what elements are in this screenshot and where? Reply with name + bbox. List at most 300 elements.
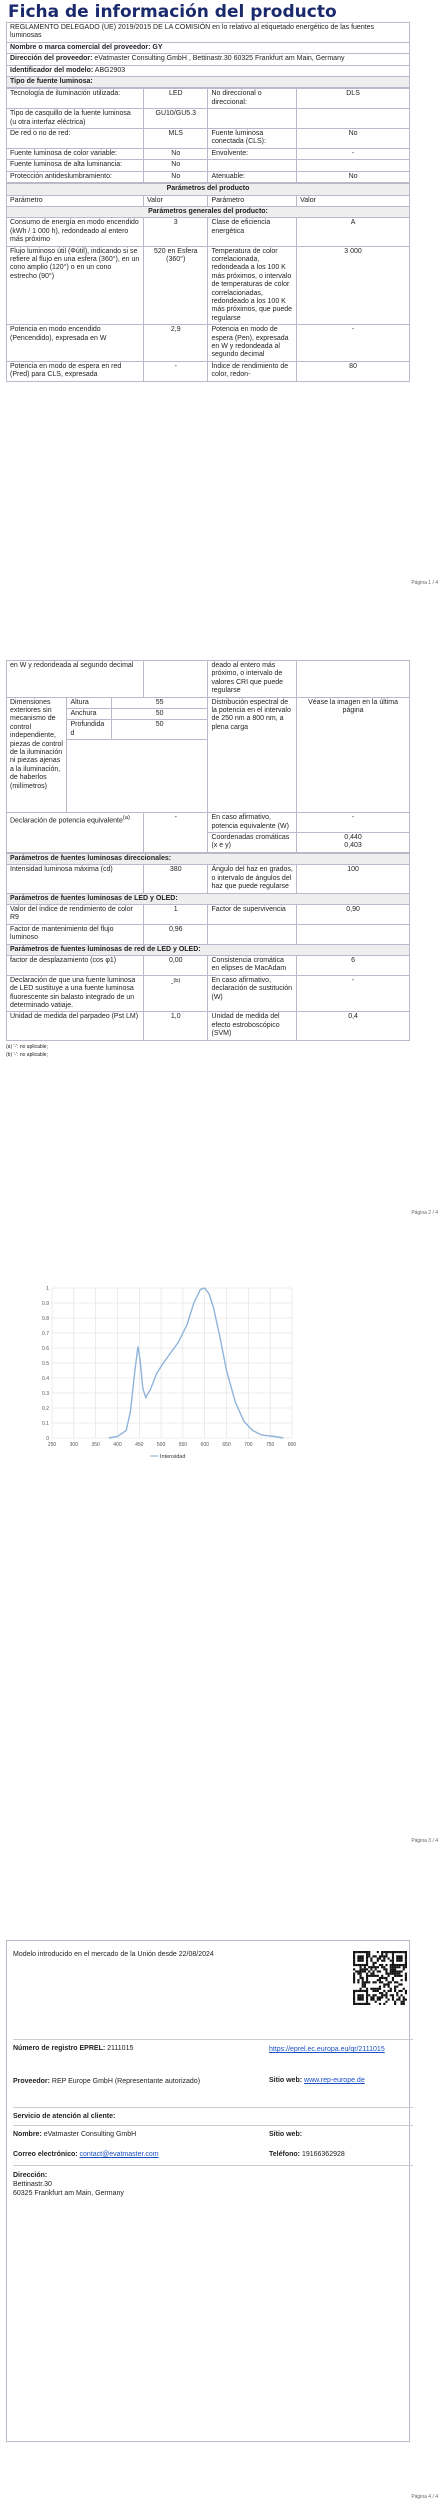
y-tick-label: 0: [46, 1436, 49, 1442]
legend-label: Intensidad: [160, 1454, 186, 1460]
qr-module: [401, 1979, 403, 1981]
chroma-label: Coordenadas cromáticas (x e y): [208, 833, 297, 853]
web-row: Sitio web: www.rep-europe.de: [269, 2077, 365, 2084]
spectral-chart-svg: [30, 1280, 300, 1470]
qr-module: [353, 1957, 355, 1959]
qr-module: [366, 1999, 368, 2001]
qr-module: [353, 1962, 355, 1964]
qr-module: [403, 1964, 405, 1966]
qr-module: [368, 1981, 370, 1983]
qr-module: [398, 1983, 400, 1985]
qr-module: [357, 1979, 359, 1981]
qr-module: [388, 1981, 390, 1983]
source-type-cell: Atenuable:: [208, 171, 297, 182]
qr-module: [372, 1975, 374, 1977]
qr-module: [398, 1964, 400, 1966]
led-mains-header: Parámetros de fuentes luminosas de red de LED y OLED:: [7, 944, 410, 955]
qr-module: [364, 1983, 366, 1985]
qr-module: [362, 1983, 364, 1985]
footnote-a: (a) '-': no aplicable;: [6, 1043, 48, 1050]
qr-module: [366, 1975, 368, 1977]
eprel-card: [6, 1940, 410, 2442]
general-param-cell: Potencia en modo de espera (Pen), expresada en W y redondeada al segundo decimal: [208, 325, 297, 362]
power-equiv-value: -: [297, 813, 410, 833]
qr-module: [398, 1960, 400, 1962]
y-tick-label: 0.7: [42, 1331, 49, 1337]
qr-module: [377, 1960, 379, 1962]
qr-module: [381, 1994, 383, 1996]
qr-module: [366, 1960, 368, 1962]
qr-module: [353, 1975, 355, 1977]
qr-module: [362, 1981, 364, 1983]
qr-module: [392, 1999, 394, 2001]
x-tick-label: 550: [178, 1442, 188, 1448]
market-date: Modelo introducido en el mercado de la Unión desde 22/08/2024: [13, 1951, 214, 1958]
qr-module: [392, 1977, 394, 1979]
qr-module: [390, 1988, 392, 1990]
y-tick-label: 0.6: [42, 1346, 49, 1352]
qr-module: [375, 1955, 377, 1957]
qr-module: [357, 1981, 359, 1983]
qr-module: [366, 1955, 368, 1957]
displacement-label: factor de desplazamiento (cos φ1): [7, 955, 144, 975]
source-type-cell: MLS: [144, 129, 208, 149]
qr-module: [385, 1994, 387, 1996]
qr-module: [377, 1990, 379, 1992]
email-link[interactable]: contact@evatmaster.com: [79, 2151, 159, 2158]
qr-module: [388, 1975, 390, 1977]
qr-module: [377, 1996, 379, 1998]
qr-module: [359, 1973, 361, 1975]
led-param-cell: Factor de mantenimiento del flujo luminoso: [7, 924, 144, 944]
general-param-cell: 520 en Esfera (360°): [144, 246, 208, 325]
page-number-2: Página 2 / 4: [411, 1210, 438, 1216]
contact-web-row: Sitio web:: [269, 2131, 303, 2138]
qr-module: [362, 1955, 364, 1957]
qr-module: [372, 1988, 374, 1990]
power-equiv-label: En caso afirmativo, potencia equivalente (W): [208, 813, 297, 833]
y-tick-label: 0.1: [42, 1421, 49, 1427]
qr-module: [396, 1994, 398, 1996]
qr-module: [364, 1968, 366, 1970]
page-1: [6, 0, 410, 382]
qr-module: [385, 1955, 387, 1957]
qr-module: [364, 1986, 366, 1988]
qr-module: [405, 1966, 407, 1968]
supplier-name: Nombre o marca comercial del proveedor: GY: [7, 42, 410, 53]
qr-module: [405, 1999, 407, 2001]
general-param-cell: A: [297, 218, 410, 246]
col-param-2: Parámetro: [208, 195, 297, 206]
footnotes: [6, 1043, 410, 1059]
replacement-label: Declaración de que una fuente luminosa de LED sustituye a una fuente luminosa fluorescente sin balasto integrado de un determinado vatiaje.: [7, 975, 144, 1012]
qr-module: [385, 1951, 387, 1953]
source-type-cell: [297, 109, 410, 129]
qr-module: [379, 1970, 381, 1972]
qr-module: [383, 1977, 385, 1979]
qr-module: [370, 1966, 372, 1968]
qr-module: [385, 1977, 387, 1979]
qr-module: [377, 1979, 379, 1981]
source-type-cell: [297, 160, 410, 171]
qr-module: [379, 1981, 381, 1983]
chroma-value: 0,440 0,403: [297, 833, 410, 853]
x-tick-label: 400: [113, 1442, 122, 1448]
qr-module: [359, 1977, 361, 1979]
qr-module: [392, 1996, 394, 1998]
general-param-cell: Clase de eficiencia energética: [208, 218, 297, 246]
qr-module: [398, 1973, 400, 1975]
qr-module: [401, 1970, 403, 1972]
qr-module: [375, 1962, 377, 1964]
page-number-4: Página 4 / 4: [411, 2494, 438, 2500]
qr-module: [398, 1975, 400, 1977]
general-param-row: [7, 361, 410, 381]
qr-module: [396, 1999, 398, 2001]
qr-module: [383, 1966, 385, 1968]
qr-module: [381, 1977, 383, 1979]
qr-module: [394, 1964, 396, 1966]
qr-module: [401, 1951, 403, 1953]
qr-module: [366, 1957, 368, 1959]
power-decl-label: Declaración de potencia equivalente$^{(a)}$: [7, 813, 144, 853]
qr-module: [357, 1996, 359, 1998]
qr-module: [379, 1957, 381, 1959]
qr-module: [396, 1951, 398, 1953]
displacement-value: 0,00: [144, 955, 208, 975]
qr-module: [353, 1951, 355, 1953]
qr-module: [353, 1964, 355, 1966]
qr-module: [362, 1986, 364, 1988]
col-value-2: Valor: [297, 195, 410, 206]
qr-module: [388, 1990, 390, 1992]
led-param-cell: Factor de supervivencia: [208, 904, 297, 924]
x-tick-label: 800: [287, 1442, 297, 1448]
source-type-cell: No: [297, 129, 410, 149]
directional-header: Parámetros de fuentes luminosas direccionales:: [7, 853, 410, 864]
qr-module: [362, 1960, 364, 1962]
qr-module: [385, 1983, 387, 1985]
source-type-cell: Fuente luminosa de color variable:: [7, 148, 144, 159]
address-block: Dirección: Bettinastr.30 60325 Frankfurt am Main, Germany: [13, 2172, 124, 2197]
qr-module: [405, 1955, 407, 1957]
spd-label: Distribución espectral de la potencia en el intervalo de 250 nm a 800 nm, a plena carga: [208, 697, 297, 813]
eprel-row: Número de registro EPREL: 2111015: [13, 2045, 134, 2052]
supplier-address-row: Dirección del proveedor: eVatmaster Consulting GmbH , Bettinastr.30 60325 Frankfurt am Main, Germany: [7, 54, 410, 65]
qr-module: [366, 1968, 368, 1970]
qr-module: [403, 2003, 405, 2005]
qr-module: [370, 1968, 372, 1970]
qr-module: [379, 1988, 381, 1990]
qr-module: [394, 1975, 396, 1977]
qr-module: [377, 1970, 379, 1972]
page-number-1: Página 1 / 4: [411, 580, 438, 586]
qr-module: [398, 1955, 400, 1957]
qr-module: [379, 1999, 381, 2001]
qr-module: [388, 1951, 390, 1953]
qr-module: [366, 1962, 368, 1964]
qr-module: [405, 1953, 407, 1955]
source-type-cell: Envolvente:: [208, 148, 297, 159]
qr-module: [372, 1994, 374, 1996]
qr-module: [379, 1986, 381, 1988]
qr-module: [396, 1975, 398, 1977]
max-intensity-value: 380: [144, 865, 208, 893]
qr-module: [388, 1999, 390, 2001]
qr-module: [359, 1994, 361, 1996]
source-type-table: [6, 88, 410, 183]
qr-module: [401, 1957, 403, 1959]
qr-module: [403, 1988, 405, 1990]
qr-module: [370, 1973, 372, 1975]
spd-value: Véase la imagen en la última página: [297, 697, 410, 813]
regulation-text: REGLAMENTO DELEGADO (UE) 2019/2015 DE LA COMISIÓN en lo relativo al etiquetado energético de las fuentes luminosas: [7, 23, 410, 43]
document-title: Ficha de información del producto: [8, 2, 337, 22]
qr-module: [370, 1988, 372, 1990]
qr-module: [375, 1968, 377, 1970]
eprel-link[interactable]: https://eprel.ec.europa.eu/qr/2111015: [269, 2046, 385, 2053]
max-intensity-label: Intensidad luminosa máxima (cd): [7, 865, 144, 893]
model-row: Identificador del modelo: ABG2903: [7, 65, 410, 76]
page-number-3: Página 3 / 4: [411, 1838, 438, 1844]
qr-module: [385, 1992, 387, 1994]
qr-module: [392, 1979, 394, 1981]
qr-module: [357, 1964, 359, 1966]
qr-module: [357, 1994, 359, 1996]
qr-module: [372, 1999, 374, 2001]
qr-module: [359, 1968, 361, 1970]
qr-module: [353, 1955, 355, 1957]
qr-module: [383, 1955, 385, 1957]
params-table-continued: [6, 660, 410, 853]
qr-module: [394, 1968, 396, 1970]
qr-module: [362, 1996, 364, 1998]
power-decl-value: -: [144, 813, 208, 853]
qr-module: [392, 1994, 394, 1996]
qr-module: [379, 1955, 381, 1957]
general-param-row: [7, 218, 410, 246]
source-type-cell: No: [144, 148, 208, 159]
qr-module: [392, 1951, 394, 1953]
footnote-b: (b) '-': no aplicable;: [6, 1051, 48, 1058]
qr-module: [396, 1960, 398, 1962]
qr-module: [392, 1955, 394, 1957]
qr-module: [405, 1977, 407, 1979]
qr-module: [396, 1986, 398, 1988]
dim-width-value: 50: [111, 709, 208, 720]
dims-label: Dimensiones exteriores sin mecanismo de control independiente, piezas de control de la iluminación ni piezas ajenas a la iluminación, de haberlos (milímetros): [7, 697, 67, 813]
qr-module: [392, 1970, 394, 1972]
phone-row: Teléfono: 19166362928: [269, 2151, 345, 2158]
qr-module: [390, 1970, 392, 1972]
standby-cont-left: en W y redondeada al segundo decimal: [7, 661, 144, 698]
qr-module: [370, 1975, 372, 1977]
qr-module: [357, 1999, 359, 2001]
qr-module: [355, 1964, 357, 1966]
qr-module: [362, 1977, 364, 1979]
qr-module: [390, 1981, 392, 1983]
qr-module: [394, 1988, 396, 1990]
qr-module: [355, 1970, 357, 1972]
qr-module: [377, 1966, 379, 1968]
qr-module: [366, 1964, 368, 1966]
qr-module: [362, 1970, 364, 1972]
qr-module: [357, 1973, 359, 1975]
general-param-cell: Consumo de energía en modo encendido (kWh / 1 000 h), redondeado al entero más próximo: [7, 218, 144, 246]
qr-module: [377, 1988, 379, 1990]
qr-module: [394, 2001, 396, 2003]
y-tick-label: 0.2: [42, 1406, 49, 1412]
qr-module: [379, 1979, 381, 1981]
qr-module: [362, 1979, 364, 1981]
qr-module: [403, 1999, 405, 2001]
qr-module: [403, 1951, 405, 1953]
y-tick-label: 1: [46, 1286, 49, 1292]
source-type-cell: -: [297, 148, 410, 159]
source-type-cell: No: [144, 171, 208, 182]
x-tick-label: 300: [69, 1442, 78, 1448]
page-4: [6, 1940, 410, 2440]
qr-module: [366, 1996, 368, 1998]
qr-module: [353, 1990, 355, 1992]
source-type-cell: Tipo de casquillo de la fuente luminosa (u otra interfaz eléctrica): [7, 109, 144, 129]
source-type-cell: DLS: [297, 89, 410, 109]
qr-module: [401, 1983, 403, 1985]
qr-module: [405, 1992, 407, 1994]
qr-module: [366, 1992, 368, 1994]
source-type-row: [7, 148, 410, 159]
qr-module: [359, 1966, 361, 1968]
qr-module: [392, 1968, 394, 1970]
params-table: [6, 183, 410, 382]
y-tick-label: 0.9: [42, 1301, 49, 1307]
qr-module: [396, 1970, 398, 1972]
web-link[interactable]: www.rep-europe.de: [304, 2077, 365, 2084]
general-param-cell: Potencia en modo de espera en red (Pred) para CLS, expresada: [7, 361, 144, 381]
general-param-cell: Temperatura de color correlacionada, redondeada a los 100 K más próximos, o intervalo de temperaturas de color correlacionadas, redondeado a los 100 K más próximos, que puede regularse: [208, 246, 297, 325]
qr-module: [375, 1975, 377, 1977]
qr-module: [405, 1962, 407, 1964]
qr-module: [392, 1960, 394, 1962]
header-table: [6, 22, 410, 88]
qr-module: [398, 1990, 400, 1992]
qr-module: [390, 1966, 392, 1968]
qr-module: [396, 1981, 398, 1983]
source-type-cell: Tecnología de iluminación utilizada:: [7, 89, 144, 109]
qr-module: [353, 1999, 355, 2001]
qr-module: [388, 1983, 390, 1985]
general-param-row: [7, 325, 410, 362]
qr-module: [353, 1981, 355, 1983]
qr-module: [383, 2003, 385, 2005]
page-2: [6, 660, 410, 1059]
qr-module: [357, 1990, 359, 1992]
qr-module: [401, 1964, 403, 1966]
general-param-cell: Índice de rendimiento de color, redon-: [208, 361, 297, 381]
y-tick-label: 0.8: [42, 1316, 49, 1322]
qr-module: [392, 1953, 394, 1955]
qr-module: [405, 1960, 407, 1962]
beam-angle-label: Ángulo del haz en grados, o intervalo de ángulos del haz que puede regularse: [208, 865, 297, 893]
qr-module: [390, 1951, 392, 1953]
qr-module: [362, 1999, 364, 2001]
qr-module: [388, 1957, 390, 1959]
led-param-cell: 1: [144, 904, 208, 924]
source-type-cell: Protección antideslumbramiento:: [7, 171, 144, 182]
source-type-row: [7, 171, 410, 182]
qr-module: [405, 1957, 407, 1959]
qr-module: [390, 1968, 392, 1970]
qr-module: [405, 1979, 407, 1981]
params-header: Parámetros del producto: [7, 184, 410, 195]
qr-module: [357, 1960, 359, 1962]
qr-module: [381, 1992, 383, 1994]
qr-module: [385, 1996, 387, 1998]
y-tick-label: 0.5: [42, 1361, 49, 1367]
dim-width-label: Anchura: [67, 709, 111, 720]
qr-module: [353, 1968, 355, 1970]
cri-cont-right: deado al entero más próximo, o intervalo de valores CRI que puede regularse: [208, 661, 297, 698]
source-type-cell: [208, 109, 297, 129]
qr-module: [372, 1955, 374, 1957]
qr-module: [355, 1951, 357, 1953]
qr-module: [392, 1964, 394, 1966]
qr-module: [372, 1990, 374, 1992]
qr-module: [375, 1990, 377, 1992]
qr-module: [377, 1999, 379, 2001]
qr-module: [396, 1992, 398, 1994]
qr-module: [366, 1951, 368, 1953]
qr-module: [366, 1977, 368, 1979]
qr-module: [364, 1970, 366, 1972]
qr-module: [362, 1994, 364, 1996]
qr-module: [398, 1951, 400, 1953]
qr-module: [396, 1957, 398, 1959]
qr-module: [392, 1962, 394, 1964]
qr-module: [390, 1994, 392, 1996]
qr-module: [362, 1951, 364, 1953]
qr-module: [359, 1990, 361, 1992]
led-param-row: [7, 904, 410, 924]
led-header: Parámetros de fuentes luminosas de LED y OLED:: [7, 893, 410, 904]
qr-module: [375, 2001, 377, 2003]
qr-module: [405, 1951, 407, 1953]
qr-module: [401, 2001, 403, 2003]
led-param-cell: Valor del índice de rendimiento de color R9: [7, 904, 144, 924]
x-tick-label: 350: [91, 1442, 100, 1448]
led-param-row: [7, 924, 410, 944]
qr-module: [357, 1957, 359, 1959]
qr-module: [366, 2003, 368, 2005]
stroboscopic-value: 0,4: [297, 1012, 410, 1040]
general-param-cell: 2,9: [144, 325, 208, 362]
qr-code-icon[interactable]: [353, 1951, 407, 2005]
x-tick-label: 650: [222, 1442, 231, 1448]
qr-module: [375, 1994, 377, 1996]
qr-module: [355, 1990, 357, 1992]
qr-module: [366, 1979, 368, 1981]
x-tick-label: 600: [200, 1442, 209, 1448]
qr-module: [385, 1964, 387, 1966]
qr-module: [383, 1968, 385, 1970]
qr-module: [403, 1996, 405, 1998]
qr-module: [390, 1973, 392, 1975]
qr-module: [405, 1975, 407, 1977]
qr-module: [381, 1951, 383, 1953]
qr-module: [362, 1990, 364, 1992]
source-type-cell: GU10/GU5.3: [144, 109, 208, 129]
qr-module: [385, 1973, 387, 1975]
